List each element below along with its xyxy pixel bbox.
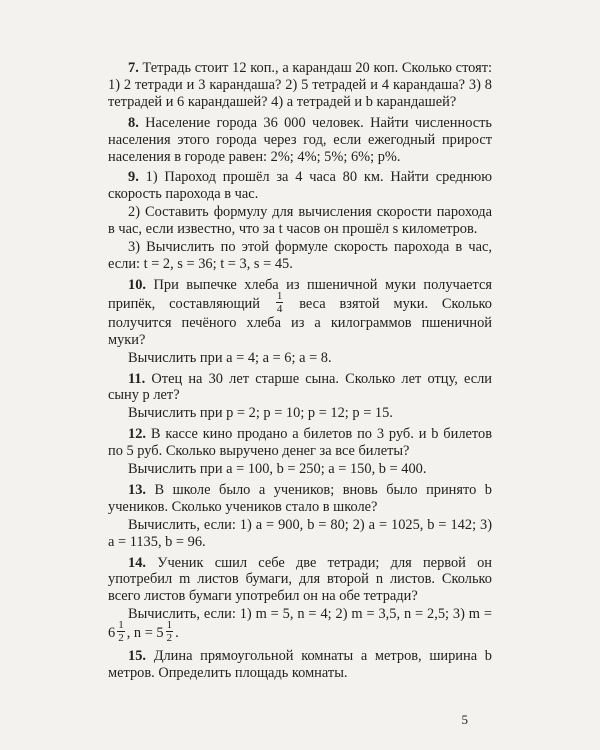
problem-text: Длина прямоугольной комнаты a метров, ширина b метров. Определить площадь комнаты. bbox=[108, 648, 492, 682]
problem-number: 13. bbox=[128, 481, 146, 498]
calc-text: Вычислить при p = 2; p = 10; p = 12; p = 15. bbox=[128, 405, 393, 422]
problem-9-part-2 bbox=[108, 204, 492, 238]
problem-12-calc bbox=[108, 461, 492, 478]
problem-number: 9. bbox=[128, 169, 139, 186]
problem-text: Тетрадь стоит 12 коп., а карандаш 20 коп. Сколько стоят: 1) 2 тетради и 3 карандаша? 2) 5 тетрадей и 4 карандаша? 3) 8 тетрадей и 6 карандашей? 4) a тетрадей и b карандашей? bbox=[108, 60, 492, 110]
problem-text: Отец на 30 лет старше сына. Сколько лет отцу, если сыну p лет? bbox=[108, 370, 492, 404]
fraction-denominator: 4 bbox=[276, 302, 283, 315]
problem-number: 15. bbox=[128, 648, 146, 665]
problem-number: 14. bbox=[128, 554, 146, 571]
fraction-numerator: 1 bbox=[166, 619, 173, 632]
problem-text: 1) Пароход прошёл за 4 часа 80 км. Найти среднюю скорость парохода в час. bbox=[108, 169, 492, 203]
fraction-numerator: 1 bbox=[118, 619, 124, 632]
problem-8 bbox=[108, 115, 492, 166]
problem-9-part-3 bbox=[108, 239, 492, 273]
problem-text: веса взятой муки. Сколько получится печёного хлеба из a килограммов пшеничной муки? bbox=[108, 295, 492, 348]
problem-11-calc bbox=[108, 405, 492, 422]
problem-text: Ученик сшил себе две тетради; для первой он употребил m листов бумаги, для второй n листов. Сколько всего листов бумаги употребил он на обе тетради? bbox=[108, 554, 492, 605]
problem-14 bbox=[108, 555, 492, 606]
problem-text: Население города 36 000 человек. Найти численность населения этого города через год, если ежегодный прирост населения в городе равен: 2%; 4%; 5%; 6%; p%. bbox=[108, 114, 492, 165]
problem-7 bbox=[108, 60, 492, 111]
problem-text: В кассе кино продано a билетов по 3 руб. и b билетов по 5 руб. Сколько выручено денег за все билеты? bbox=[108, 426, 492, 460]
page-number: 5 bbox=[461, 712, 468, 727]
problem-number: 11. bbox=[128, 370, 146, 387]
calc-text: , n = 5 bbox=[126, 625, 164, 641]
problem-10 bbox=[108, 277, 492, 349]
fraction-denominator: 2 bbox=[166, 632, 173, 645]
problem-10-calc bbox=[108, 350, 492, 367]
fraction bbox=[166, 619, 174, 644]
problem-number: 7. bbox=[128, 60, 139, 76]
problem-text: 3) Вычислить по этой формуле скорость парохода в час, если: t = 2, s = 36; t = 3, s = 45. bbox=[108, 239, 492, 272]
problem-number: 8. bbox=[128, 114, 139, 131]
problem-text: При выпечке хлеба из пшеничной муки получается припёк, составляющий bbox=[108, 276, 492, 312]
fraction-denominator: 2 bbox=[118, 632, 124, 645]
problem-13 bbox=[108, 482, 492, 516]
calc-text: Вычислить при a = 100, b = 250; a = 150, b = 400. bbox=[128, 461, 427, 478]
calc-text: Вычислить при a = 4; a = 6; a = 8. bbox=[128, 349, 332, 366]
problem-number: 10. bbox=[128, 276, 146, 293]
problem-13-calc bbox=[108, 517, 492, 551]
problem-14-calc bbox=[108, 606, 492, 644]
problem-number: 12. bbox=[128, 426, 146, 443]
calc-text: Вычислить, если: 1) a = 900, b = 80; 2) a = 1025, b = 142; 3) a = 1135, b = 96. bbox=[108, 516, 492, 550]
problem-12 bbox=[108, 426, 492, 460]
page-text bbox=[108, 60, 492, 682]
fraction-numerator: 1 bbox=[276, 289, 283, 302]
problem-text: 2) Составить формулу для вычисления скорости парохода в час, если известно, что за t часов он прошёл s километров. bbox=[108, 204, 492, 238]
calc-text: . bbox=[175, 625, 179, 641]
problem-15 bbox=[108, 648, 492, 682]
problem-text: В школе было a учеников; вновь было принято b учеников. Сколько учеников стало в школе? bbox=[108, 481, 492, 515]
calc-text: Вычислить, если: 1) m = 5, n = 4; 2) m = 3,5, n = 2,5; 3) m = 6 bbox=[108, 606, 492, 641]
fraction bbox=[276, 290, 284, 315]
fraction bbox=[117, 619, 125, 644]
problem-9 bbox=[108, 169, 492, 203]
problem-11 bbox=[108, 371, 492, 405]
